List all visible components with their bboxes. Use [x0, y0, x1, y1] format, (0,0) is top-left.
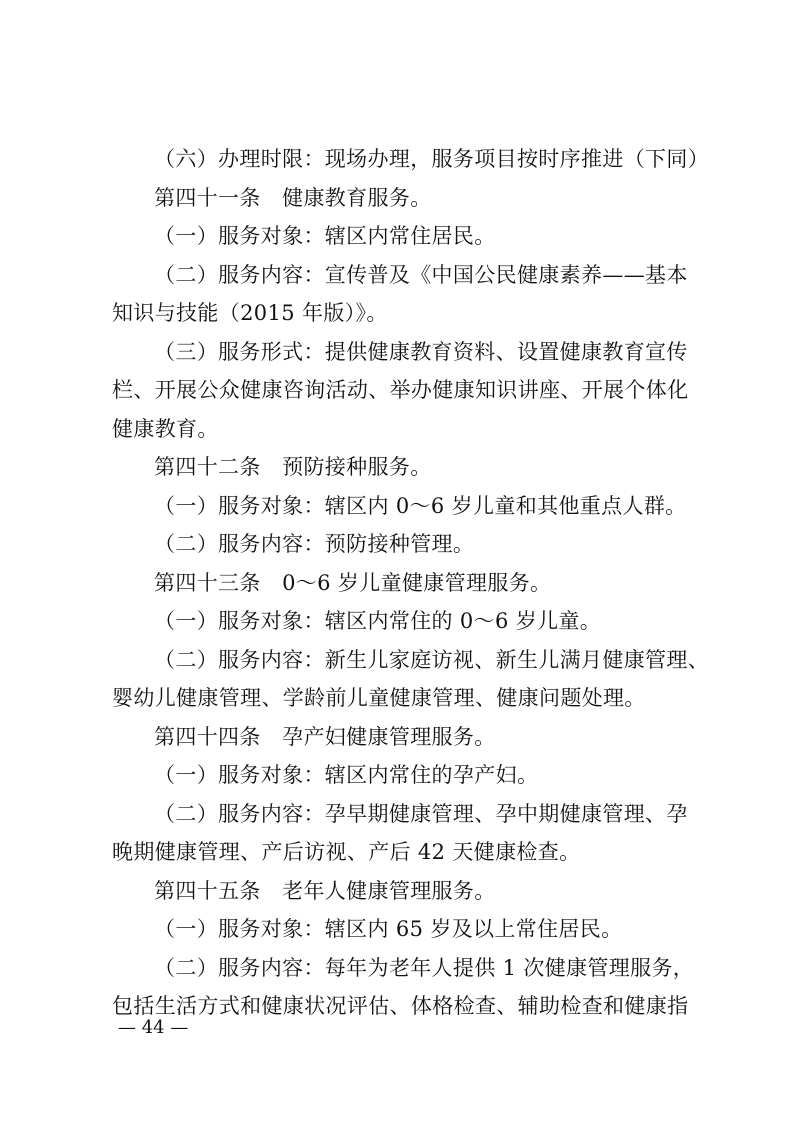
- paragraph-line: （二）服务内容：新生儿家庭访视、新生儿满月健康管理、: [154, 647, 710, 672]
- paragraph-line: （一）服务对象：辖区内常住的 0～6 岁儿童。: [154, 609, 602, 633]
- article-heading-42: 第四十二条 预防接种服务。: [154, 455, 432, 479]
- article-heading-41: 第四十一条 健康教育服务。: [154, 185, 432, 210]
- paragraph-line: 知识与技能（2015 年版）》。: [112, 301, 388, 325]
- paragraph-line: （六）办理时限：现场办理，服务项目按时序推进（下同）: [154, 147, 710, 171]
- paragraph-line: 包括生活方式和健康状况评估、体格检查、辅助检查和健康指: [112, 994, 689, 1018]
- paragraph-line: 婴幼儿健康管理、学龄前儿童健康管理、健康问题处理。: [112, 686, 646, 710]
- paragraph-line: （二）服务内容：宣传普及《中国公民健康素养——基本: [154, 262, 688, 287]
- page-number: — 44 —: [118, 1017, 189, 1038]
- paragraph-line: （三）服务形式：提供健康教育资料、设置健康教育宣传: [154, 339, 688, 364]
- article-heading-44: 第四十四条 孕产妇健康管理服务。: [154, 724, 496, 749]
- paragraph-line: （二）服务内容：预防接种管理。: [154, 532, 475, 556]
- paragraph-line: 健康教育。: [112, 416, 219, 441]
- paragraph-line: （一）服务对象：辖区内常住居民。: [154, 224, 496, 248]
- article-heading-45: 第四十五条 老年人健康管理服务。: [154, 878, 496, 903]
- article-heading-43: 第四十三条 0～6 岁儿童健康管理服务。: [154, 570, 552, 595]
- paragraph-line: （一）服务对象：辖区内 0～6 岁儿童和其他重点人群。: [154, 493, 687, 518]
- document-body: [112, 140, 710, 1026]
- paragraph-line: 栏、开展公众健康咨询活动、举办健康知识讲座、开展个体化: [112, 378, 689, 402]
- paragraph-line: 晚期健康管理、产后访视、产后 42 天健康检查。: [112, 840, 581, 864]
- paragraph-line: （二）服务内容：孕早期健康管理、孕中期健康管理、孕: [154, 801, 688, 826]
- paragraph-line: （二）服务内容：每年为老年人提供 1 次健康管理服务，: [154, 955, 695, 980]
- paragraph-line: （一）服务对象：辖区内常住的孕产妇。: [154, 763, 539, 787]
- paragraph-line: （一）服务对象：辖区内 65 岁及以上常住居民。: [154, 917, 623, 941]
